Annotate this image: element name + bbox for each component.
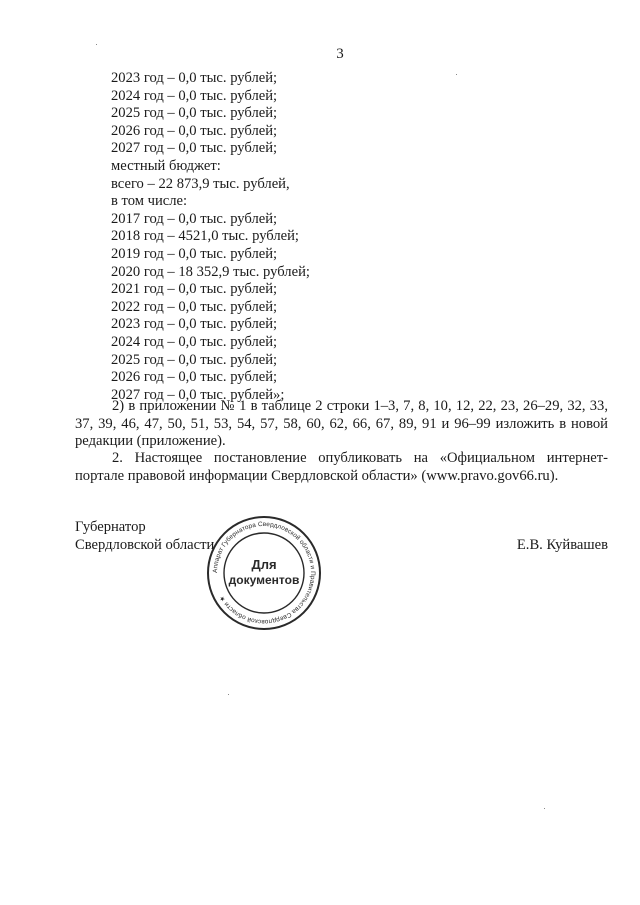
signature-name: Е.В. Куйвашев <box>516 537 608 553</box>
page-number: 3 <box>336 46 344 62</box>
budget-line: 2020 год – 18 352,9 тыс. рублей; <box>111 263 310 280</box>
budget-line: 2022 год – 0,0 тыс. рублей; <box>111 298 278 315</box>
stamp-center-line-1: Для <box>251 557 277 572</box>
budget-line: 2025 год – 0,0 тыс. рублей; <box>111 351 278 368</box>
signature-position-line-2: Свердловской области <box>75 536 215 553</box>
budget-line: 2023 год – 0,0 тыс. рублей; <box>111 70 278 86</box>
budget-line: 2026 год – 0,0 тыс. рублей; <box>111 369 278 386</box>
budget-line: 2026 год – 0,0 тыс. рублей; <box>111 122 278 139</box>
budget-line: 2023 год – 0,0 тыс. рублей; <box>111 316 278 333</box>
scan-speck <box>96 44 97 45</box>
official-stamp <box>205 514 323 632</box>
scan-speck <box>456 74 457 75</box>
scan-speck <box>544 808 545 809</box>
budget-line: 2027 год – 0,0 тыс. рублей; <box>111 140 278 157</box>
budget-line: 2021 год – 0,0 тыс. рублей; <box>111 281 278 298</box>
signature-position-line-1: Губернатор <box>75 519 146 535</box>
stamp-center-line-2: документов <box>228 573 300 587</box>
budget-line: местный бюджет: <box>111 157 221 174</box>
paragraph-publication: 2. Настоящее постановление опубликовать на «Официальном интернет-портале правовой информации Свердловской области» (www.pravo.gov66.ru). <box>75 450 608 484</box>
budget-line: 2024 год – 0,0 тыс. рублей; <box>111 87 278 104</box>
stamp-ring-textpath: Аппарат Губернатора Свердловской области и Правительства Свердловской области ★ <box>211 520 317 626</box>
scan-speck <box>228 694 229 695</box>
budget-lines-list <box>111 70 310 404</box>
budget-line: 2019 год – 0,0 тыс. рублей; <box>111 245 278 262</box>
budget-line: 2025 год – 0,0 тыс. рублей; <box>111 105 278 122</box>
budget-line: в том числе: <box>111 193 188 210</box>
budget-line: всего – 22 873,9 тыс. рублей, <box>111 175 290 192</box>
budget-line: 2017 год – 0,0 тыс. рублей; <box>111 210 278 227</box>
signature-position <box>75 519 214 554</box>
budget-line: 2018 год – 4521,0 тыс. рублей; <box>111 228 299 245</box>
budget-line: 2027 год – 0,0 тыс. рублей»; <box>111 386 285 403</box>
paragraph-amendment: 2) в приложении № 1 в таблице 2 строки 1–3, 7, 8, 10, 12, 22, 23, 26–29, 32, 33, 37, 39, 46, 47, 50, 51, 53, 54, 57, 58, 60, 62, 66, 67, 89, 91 и 96–99 изложить в новой редакции (приложение). <box>75 398 608 449</box>
budget-line: 2024 год – 0,0 тыс. рублей; <box>111 333 278 350</box>
